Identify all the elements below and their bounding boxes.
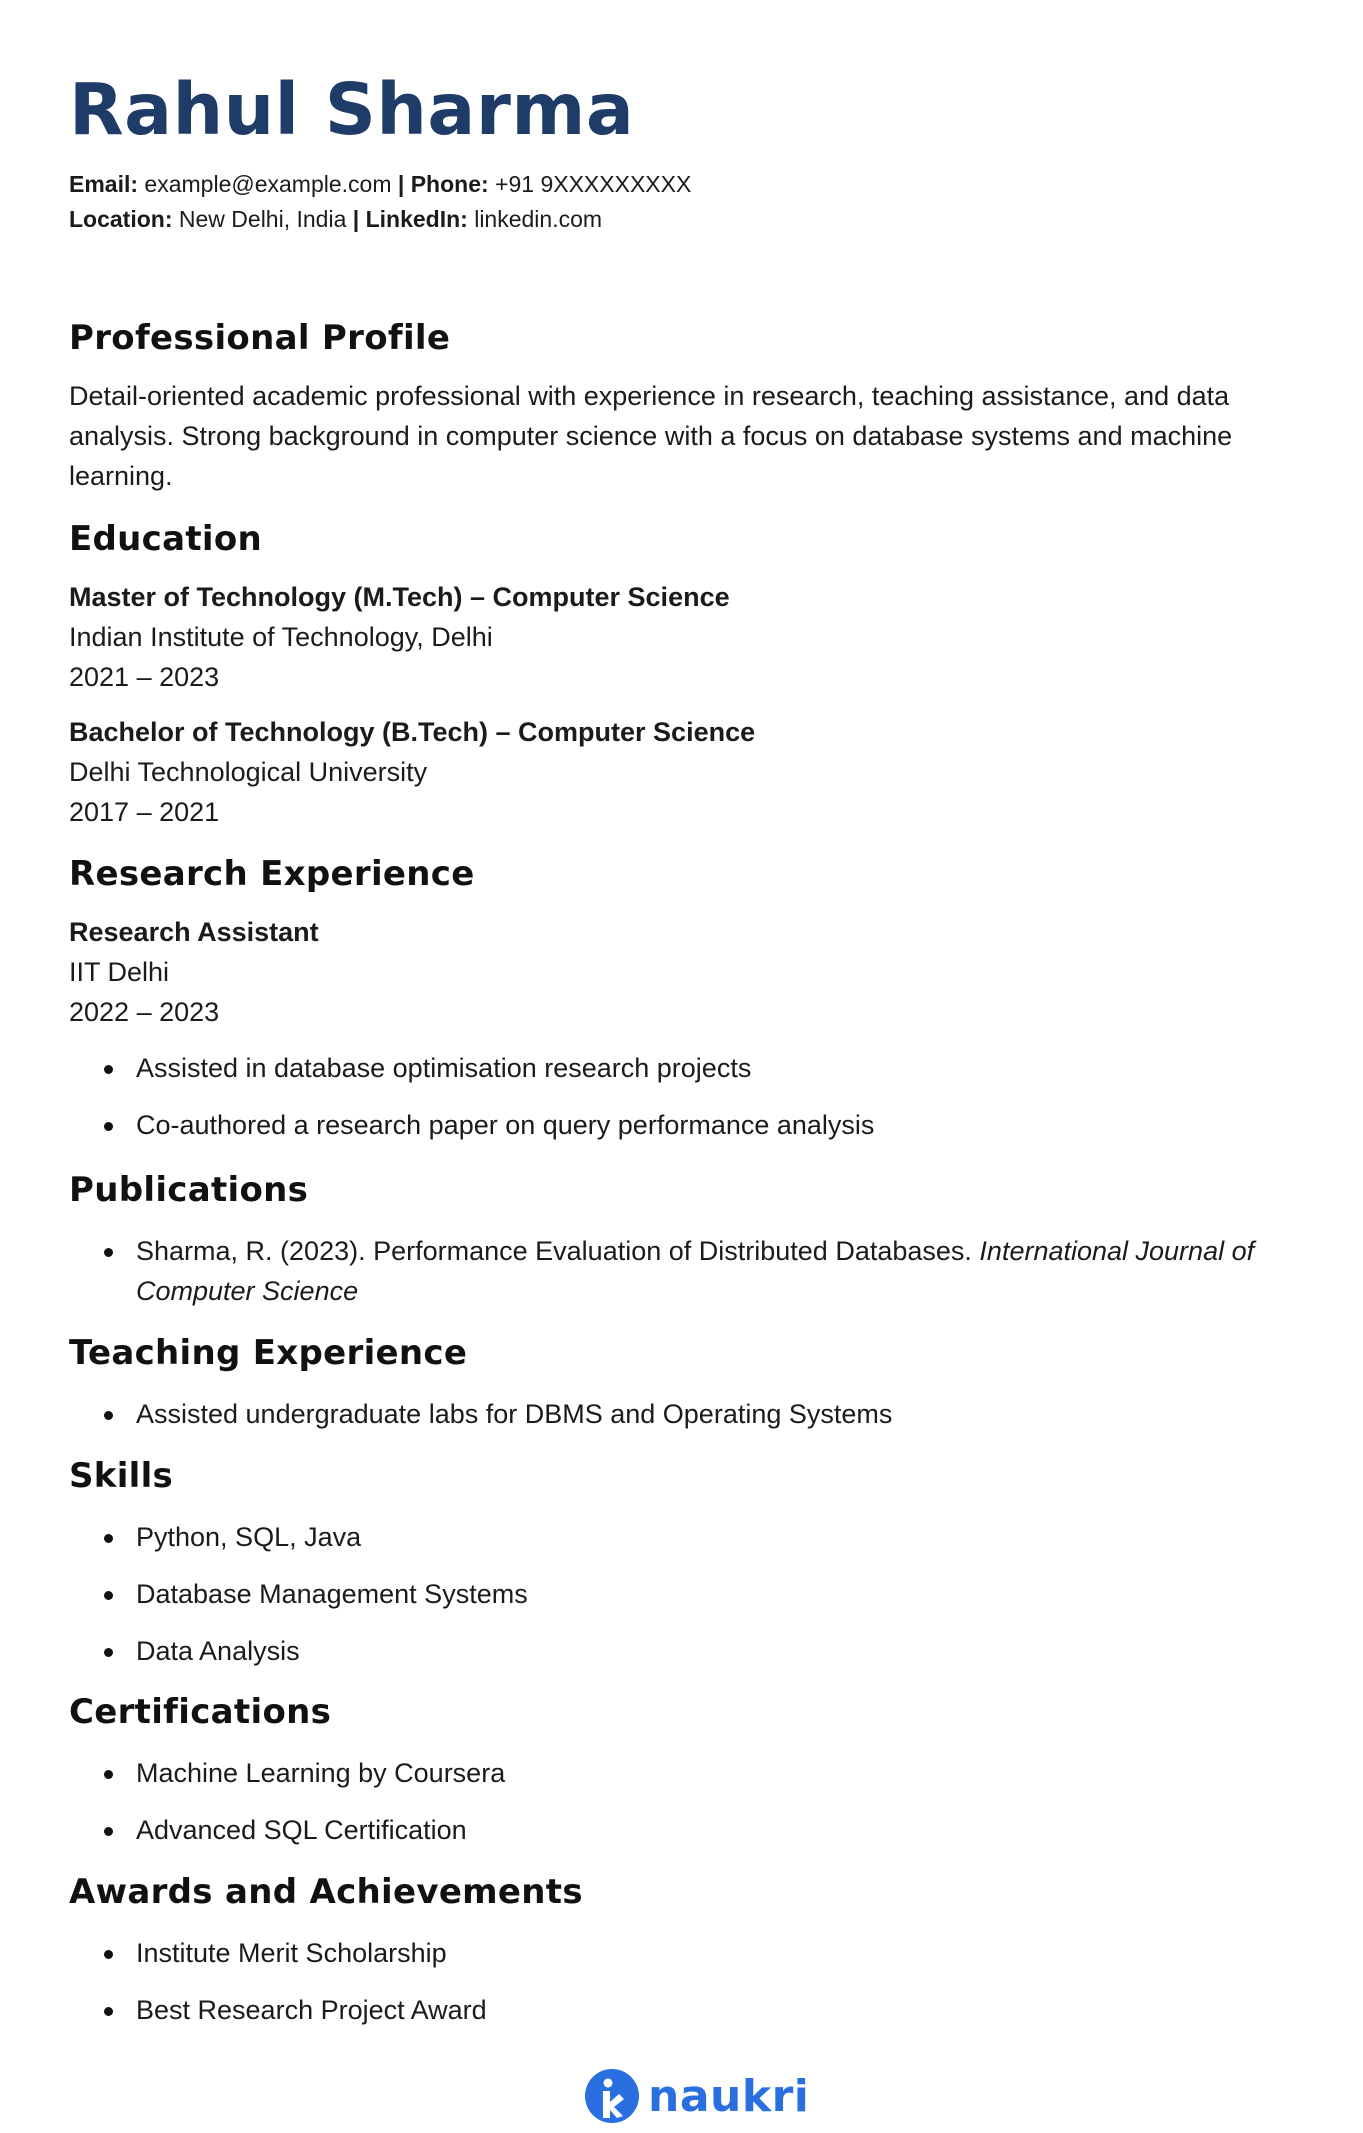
education-years: 2021 – 2023: [69, 661, 220, 692]
location-label: Location:: [69, 205, 173, 232]
resume-page: [69, 68, 1299, 237]
contact-line-2: [69, 202, 1299, 237]
research-years: 2022 – 2023: [69, 996, 220, 1027]
section-certifications: [69, 1692, 1299, 1850]
list-item: Database Management Systems: [69, 1574, 1299, 1614]
section-skills: [69, 1456, 1299, 1671]
location-value: New Delhi, India: [178, 205, 347, 232]
naukri-logo-text: naukri: [648, 2070, 810, 2122]
research-org: IIT Delhi: [69, 956, 170, 987]
section-research-experience: [69, 854, 1299, 1145]
list-item: Institute Merit Scholarship: [69, 1933, 1299, 1973]
contact-separator: |: [397, 170, 405, 197]
section-awards: [69, 1872, 1299, 2030]
phone-value: +91 9XXXXXXXXX: [495, 170, 692, 197]
institution-name: Indian Institute of Technology, Delhi: [69, 621, 493, 652]
email-value: example@example.com: [144, 170, 392, 197]
section-heading: Certifications: [69, 1692, 332, 1732]
education-years: 2017 – 2021: [69, 796, 220, 827]
linkedin-value: linkedin.com: [474, 205, 603, 232]
linkedin-label: LinkedIn:: [365, 205, 468, 232]
phone-label: Phone:: [410, 170, 489, 197]
section-heading: Professional Profile: [69, 318, 451, 358]
section-heading: Publications: [69, 1170, 309, 1210]
list-item: Data Analysis: [69, 1631, 1299, 1671]
certifications-bullets: [69, 1753, 1299, 1850]
resume-header: [69, 68, 1299, 237]
profile-text: Detail-oriented academic professional with experience in research, teaching assistance, and data analysis. Strong background in computer science with a focus on database systems and machine learning.: [69, 380, 1233, 491]
education-item: [69, 712, 1299, 832]
contact-line-1: [69, 167, 1299, 202]
teaching-bullets: [69, 1394, 1299, 1434]
candidate-name: Rahul Sharma: [69, 68, 635, 151]
contact-info: [69, 167, 1299, 237]
section-heading: Awards and Achievements: [69, 1872, 583, 1912]
publication-citation: Sharma, R. (2023). Performance Evaluation of Distributed Databases.: [136, 1235, 972, 1266]
list-item: Co-authored a research paper on query performance analysis: [69, 1105, 1299, 1145]
degree-title: Bachelor of Technology (B.Tech) – Computer Science: [69, 716, 756, 747]
section-education: [69, 519, 1299, 832]
naukri-logo-icon: [584, 2068, 640, 2124]
awards-bullets: [69, 1933, 1299, 2030]
list-item: Python, SQL, Java: [69, 1517, 1299, 1557]
publication-entry: [69, 1231, 1269, 1311]
research-role: Research Assistant: [69, 916, 319, 947]
list-item: Best Research Project Award: [69, 1990, 1299, 2030]
contact-separator: |: [352, 205, 360, 232]
section-heading: Skills: [69, 1456, 174, 1496]
section-teaching-experience: [69, 1333, 1299, 1434]
section-professional-profile: [69, 318, 1299, 496]
section-heading: Education: [69, 519, 263, 559]
publication-journal: International Journal of Computer Science: [136, 1235, 1255, 1306]
education-item: [69, 577, 1299, 697]
section-heading: Teaching Experience: [69, 1333, 468, 1373]
list-item: Assisted undergraduate labs for DBMS and Operating Systems: [69, 1394, 1299, 1434]
naukri-logo: [584, 2066, 809, 2126]
skills-bullets: [69, 1517, 1299, 1671]
list-item: Assisted in database optimisation research projects: [69, 1048, 1299, 1088]
research-bullets: [69, 1048, 1299, 1145]
publication-list: [69, 1231, 1299, 1311]
research-item: [69, 912, 1299, 1032]
degree-title: Master of Technology (M.Tech) – Computer Science: [69, 581, 730, 612]
section-publications: [69, 1170, 1299, 1311]
email-label: Email:: [69, 170, 139, 197]
list-item: Advanced SQL Certification: [69, 1810, 1299, 1850]
section-heading: Research Experience: [69, 854, 475, 894]
list-item: Machine Learning by Coursera: [69, 1753, 1299, 1793]
institution-name: Delhi Technological University: [69, 756, 428, 787]
